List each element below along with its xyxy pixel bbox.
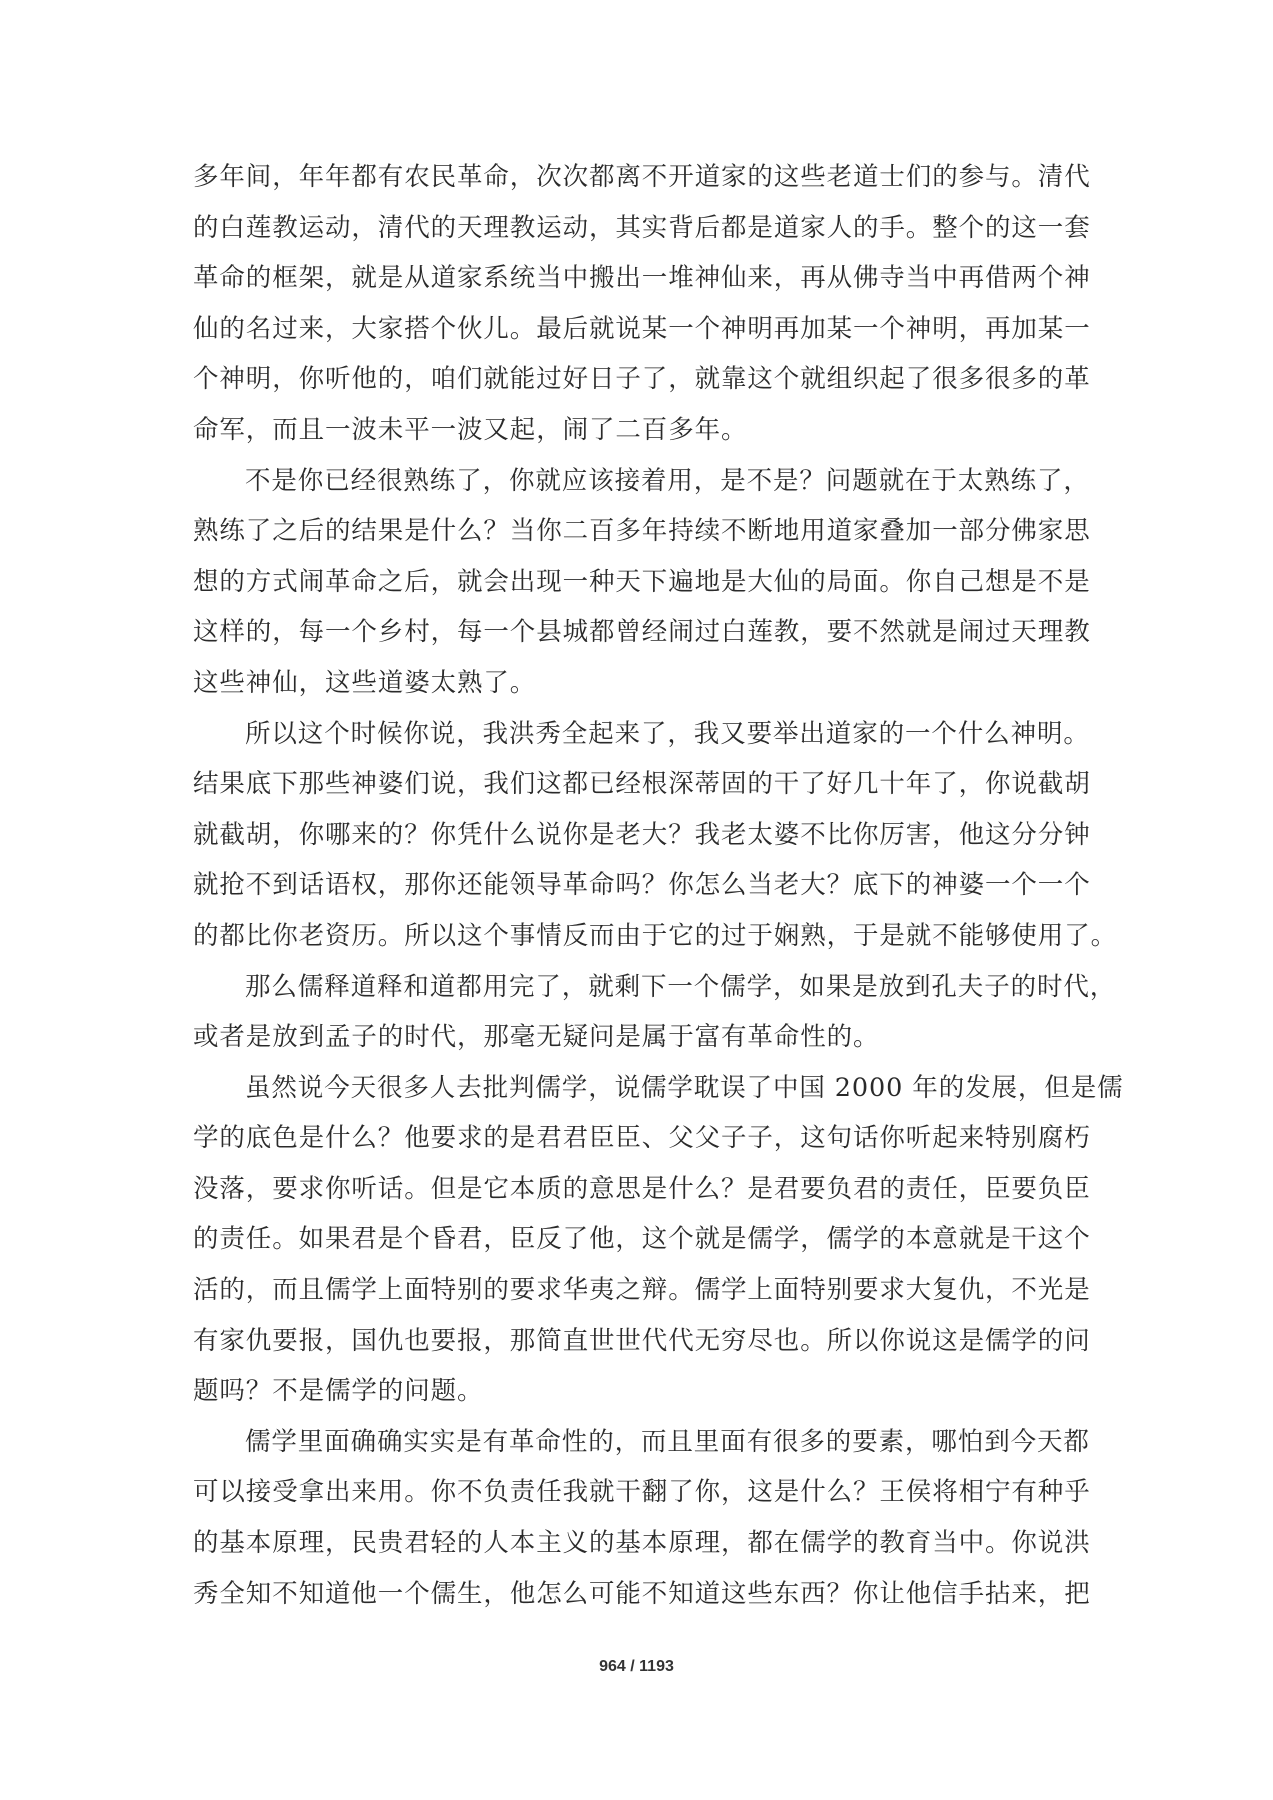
paragraph-first-line: 儒学里面确确实实是有革命性的，而且里面有很多的要素，哪怕到今天都	[245, 1426, 1090, 1457]
text-line: 学的底色是什么？他要求的是君君臣臣、父父子子，这句话你听起来特别腐朽	[193, 1123, 1091, 1154]
text-line: 秀全知不知道他一个儒生，他怎么可能不知道这些东西？你让他信手拈来，把	[193, 1578, 1091, 1609]
text-line: 没落，要求你听话。但是它本质的意思是什么？是君要负君的责任，臣要负臣	[193, 1173, 1091, 1204]
text-line: 命军，而且一波未平一波又起，闹了二百多年。	[193, 414, 748, 445]
text-line: 活的，而且儒学上面特别的要求华夷之辩。儒学上面特别要求大复仇，不光是	[193, 1275, 1091, 1306]
text-line: 的都比你老资历。所以这个事情反而由于它的过于娴熟，于是就不能够使用了。	[193, 920, 1118, 951]
text-line: 想的方式闹革命之后，就会出现一种天下遍地是大仙的局面。你自己想是不是	[193, 566, 1091, 597]
text-line: 这样的，每一个乡村，每一个县城都曾经闹过白莲教，要不然就是闹过天理教	[193, 617, 1091, 648]
text-line: 个神明，你听他的，咱们就能过好日子了，就靠这个就组织起了很多很多的革	[193, 364, 1091, 395]
text-line: 可以接受拿出来用。你不负责任我就干翻了你，这是什么？王侯将相宁有种乎	[193, 1477, 1091, 1508]
text-line: 或者是放到孟子的时代，那毫无疑问是属于富有革命性的。	[193, 1022, 880, 1053]
text-line: 的白莲教运动，清代的天理教运动，其实背后都是道家人的手。整个的这一套	[193, 212, 1091, 243]
paragraph-first-line: 不是你已经很熟练了，你就应该接着用，是不是？问题就在于太熟练了，	[245, 465, 1090, 496]
paragraph-first-line: 所以这个时候你说，我洪秀全起来了，我又要举出道家的一个什么神明。	[245, 718, 1090, 749]
text-line: 的责任。如果君是个昏君，臣反了他，这个就是儒学，儒学的本意就是干这个	[193, 1224, 1091, 1255]
paragraph-first-line: 那么儒释道释和道都用完了，就剩下一个儒学，如果是放到孔夫子的时代，	[245, 971, 1117, 1002]
text-line: 就截胡，你哪来的？你凭什么说你是老大？我老太婆不比你厉害，他这分分钟	[193, 819, 1091, 850]
text-line: 结果底下那些神婆们说，我们这都已经根深蒂固的干了好几十年了，你说截胡	[193, 769, 1091, 800]
body-text	[193, 152, 1124, 1619]
text-line: 有家仇要报，国仇也要报，那简直世世代代无穷尽也。所以你说这是儒学的问	[193, 1325, 1091, 1356]
text-line: 就抢不到话语权，那你还能领导革命吗？你怎么当老大？底下的神婆一个一个	[193, 870, 1091, 901]
text-line: 革命的框架，就是从道家系统当中搬出一堆神仙来，再从佛寺当中再借两个神	[193, 263, 1091, 294]
text-line: 熟练了之后的结果是什么？当你二百多年持续不断地用道家叠加一部分佛家思	[193, 516, 1091, 547]
paragraph-first-line: 虽然说今天很多人去批判儒学，说儒学耽误了中国 2000 年的发展，但是儒	[245, 1072, 1124, 1103]
text-line: 多年间，年年都有农民革命，次次都离不开道家的这些老道士们的参与。清代	[193, 162, 1091, 192]
text-line: 的基本原理，民贵君轻的人本主义的基本原理，都在儒学的教育当中。你说洪	[193, 1528, 1091, 1559]
page-number: 964 / 1193	[599, 1658, 674, 1675]
text-line: 仙的名过来，大家搭个伙儿。最后就说某一个神明再加某一个神明，再加某一	[193, 313, 1091, 344]
text-line: 这些神仙，这些道婆太熟了。	[193, 667, 537, 698]
text-line: 题吗？不是儒学的问题。	[193, 1376, 484, 1407]
